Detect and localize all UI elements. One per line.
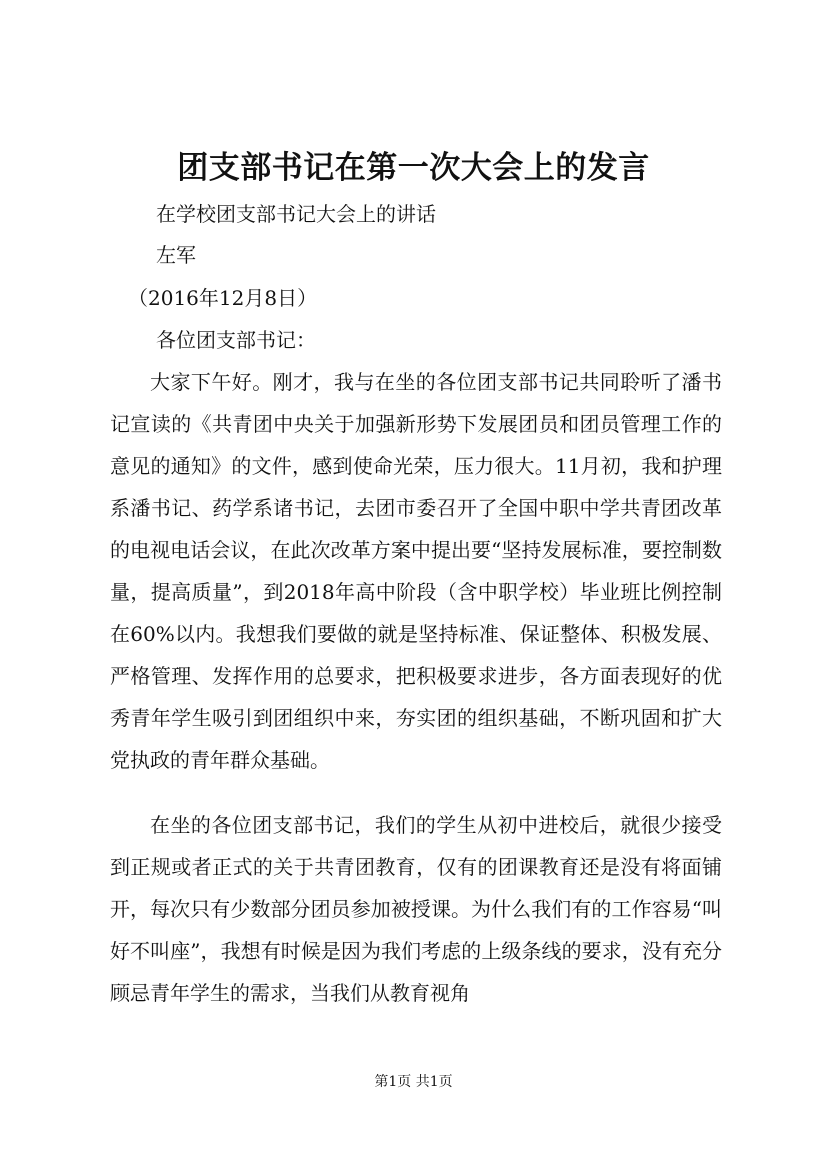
salutation: 各位团支部书记： [156, 328, 316, 352]
body-paragraph-1: 大家下午好。刚才，我与在坐的各位团支部书记共同聆听了潘书记宣读的《共青团中央关于加强新形势下发展团员和团员管理工作的意见的通知》的文件，感到使命光荣，压力很大。11月初，我和护理系潘书记、药学系诸书记，去团市委召开了全国中职中学共青团改革的电视电话会议，在此次改革方案中提出要“坚持发展标准，要控制数量，提高质量”，到2018年高中阶段（含中职学校）毕业班比例控制在60%以内。我想我们要做的就是坚持标准、保证整体、积极发展、严格管理、发挥作用的总要求，把积极要求进步，各方面表现好的优秀青年学生吸引到团组织中来，夯实团的组织基础，不断巩固和扩大党执政的青年群众基础。 [110, 370, 722, 772]
speech-subtitle: 在学校团支部书记大会上的讲话 [156, 202, 436, 226]
speech-date: （2016年12月8日） [128, 286, 318, 310]
body-paragraph-2: 在坐的各位团支部书记，我们的学生从初中进校后，就很少接受到正规或者正式的关于共青团教育，仅有的团课教育还是没有将面铺开，每次只有少数部分团员参加被授课。为什么我们有的工作容易“叫好不叫座”，我想有时候是因为我们考虑的上级条线的要求，没有充分顾忌青年学生的需求，当我们从教育视角 [110, 813, 722, 1005]
document-title: 团支部书记在第一次大会上的发言 [177, 150, 650, 186]
page-footer: 第1页 共1页 [374, 1074, 453, 1090]
author-name: 左军 [156, 243, 196, 267]
